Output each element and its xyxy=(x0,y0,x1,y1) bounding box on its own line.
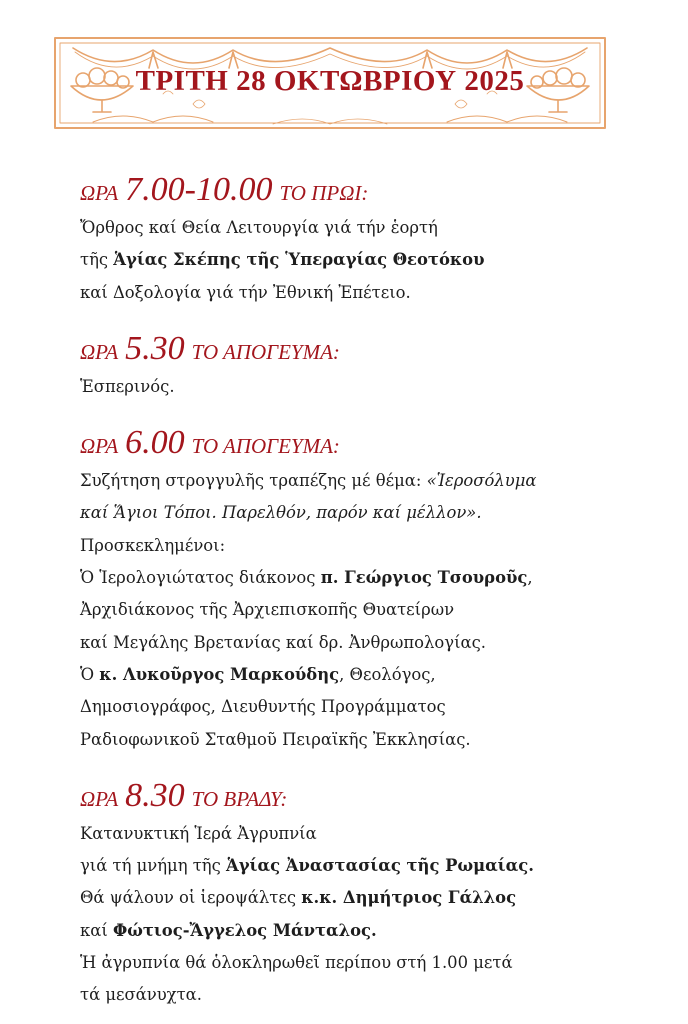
bold-text: π. Γεώργιος Τσουροῦς xyxy=(320,568,528,588)
line-text: Ἡ ἀγρυπνία θά ὁλοκληρωθεῖ περίπου στή 1.00 μετά xyxy=(80,953,513,973)
text-line xyxy=(80,562,640,594)
heading-suffix: ΤΟ ΒΡΑΔΥ: xyxy=(191,786,288,811)
line-text: γιά τή μνήμη τῆς xyxy=(80,856,226,876)
heading-prefix: ΩΡΑ xyxy=(80,181,119,205)
line-text: τά μεσάνυχτα. xyxy=(80,985,202,1005)
text-line xyxy=(80,915,640,947)
heading-prefix: ΩΡΑ xyxy=(80,434,119,459)
line-text: Ραδιοφωνικοῦ Σταθμοῦ Πειραϊκῆς Ἐκκλησίας. xyxy=(80,729,471,749)
heading-suffix: ΤΟ ΑΠΟΓΕΥΜΑ: xyxy=(191,434,340,459)
text-line xyxy=(80,277,640,309)
line-text: Κατανυκτική Ἱερά Ἀγρυπνία xyxy=(80,823,317,843)
schedule-section xyxy=(80,421,640,756)
bold-text: κ.κ. Δημήτριος Γάλλος xyxy=(301,888,517,908)
schedule-section xyxy=(80,168,640,309)
heading-suffix: ΤΟ ΠΡΩΙ: xyxy=(279,181,369,205)
line-text: , xyxy=(527,568,533,588)
section-heading xyxy=(80,774,640,818)
line-text: καί Μεγάλης Βρετανίας καί δρ. Ἀνθρωπολογίας. xyxy=(80,632,486,652)
text-line xyxy=(80,497,640,529)
text-line xyxy=(80,212,640,244)
line-text: Δημοσιογράφος, Διευθυντής Προγράμματος xyxy=(80,697,446,717)
bold-text: Ἁγίας Σκέπης τῆς Ὑπεραγίας Θεοτόκου xyxy=(113,250,485,270)
text-line xyxy=(80,691,640,723)
heading-time: 7.00-10.00 xyxy=(125,171,273,208)
text-line xyxy=(80,850,640,882)
line-text: καί xyxy=(80,920,113,940)
text-line xyxy=(80,465,640,497)
italic-text: «Ἱεροσόλυμα xyxy=(426,471,537,491)
bold-text: Ἁγίας Ἀναστασίας τῆς Ρωμαίας. xyxy=(226,856,534,876)
italic-text: καί Ἅγιοι Τόποι. Παρελθόν, παρόν καί μέλλον». xyxy=(80,503,482,523)
heading-time: 8.30 xyxy=(125,776,185,814)
line-text: Ἑσπερινός. xyxy=(80,376,175,396)
text-line xyxy=(80,530,640,562)
text-line xyxy=(80,947,640,979)
text-line xyxy=(80,659,640,691)
heading-time: 5.30 xyxy=(125,329,185,367)
line-text: Ὁ Ἱερολογιώτατος διάκονος xyxy=(80,568,321,588)
line-text: Ἀρχιδιάκονος τῆς Ἀρχιεπισκοπῆς Θυατείρων xyxy=(80,600,455,620)
banner-title: ΤΡΙΤΗ 28 ΟΚΤΩΒΡΙΟΥ 2025 xyxy=(135,65,525,97)
bold-text: κ. Λυκοῦργος Μαρκούδης xyxy=(99,664,340,684)
line-text: Θά ψάλουν οἱ ἱεροψάλτες xyxy=(80,888,302,908)
line-text: Προσκεκλημένοι: xyxy=(80,535,226,555)
line-text: τῆς xyxy=(80,250,114,270)
heading-time: 6.00 xyxy=(125,424,185,462)
bold-text: Φώτιος-Ἄγγελος Μάνταλος. xyxy=(112,920,377,940)
text-line xyxy=(80,594,640,626)
text-line xyxy=(80,882,640,914)
schedule-section xyxy=(80,774,640,1012)
line-text: καί Δοξολογία γιά τήν Ἐθνική Ἐπέτειο. xyxy=(80,282,411,302)
section-heading xyxy=(80,421,640,465)
line-text: Συζήτηση στρογγυλῆς τραπέζης μέ θέμα: xyxy=(80,471,427,491)
heading-prefix: ΩΡΑ xyxy=(80,786,119,811)
text-line xyxy=(80,371,640,403)
text-line xyxy=(80,627,640,659)
date-banner xyxy=(53,34,607,132)
text-line xyxy=(80,818,640,850)
heading-suffix: ΤΟ ΑΠΟΓΕΥΜΑ: xyxy=(191,339,340,364)
text-line xyxy=(80,724,640,756)
heading-prefix: ΩΡΑ xyxy=(80,339,119,364)
section-heading xyxy=(80,327,640,371)
line-text: , Θεολόγος, xyxy=(339,664,436,684)
schedule xyxy=(80,168,640,1024)
text-line xyxy=(80,244,640,276)
text-line xyxy=(80,979,640,1011)
line-text: Ὄρθρος καί Θεία Λειτουργία γιά τήν ἑορτή xyxy=(80,218,438,237)
line-text: Ὁ xyxy=(80,664,100,684)
schedule-section xyxy=(80,327,640,403)
section-heading xyxy=(80,168,640,212)
